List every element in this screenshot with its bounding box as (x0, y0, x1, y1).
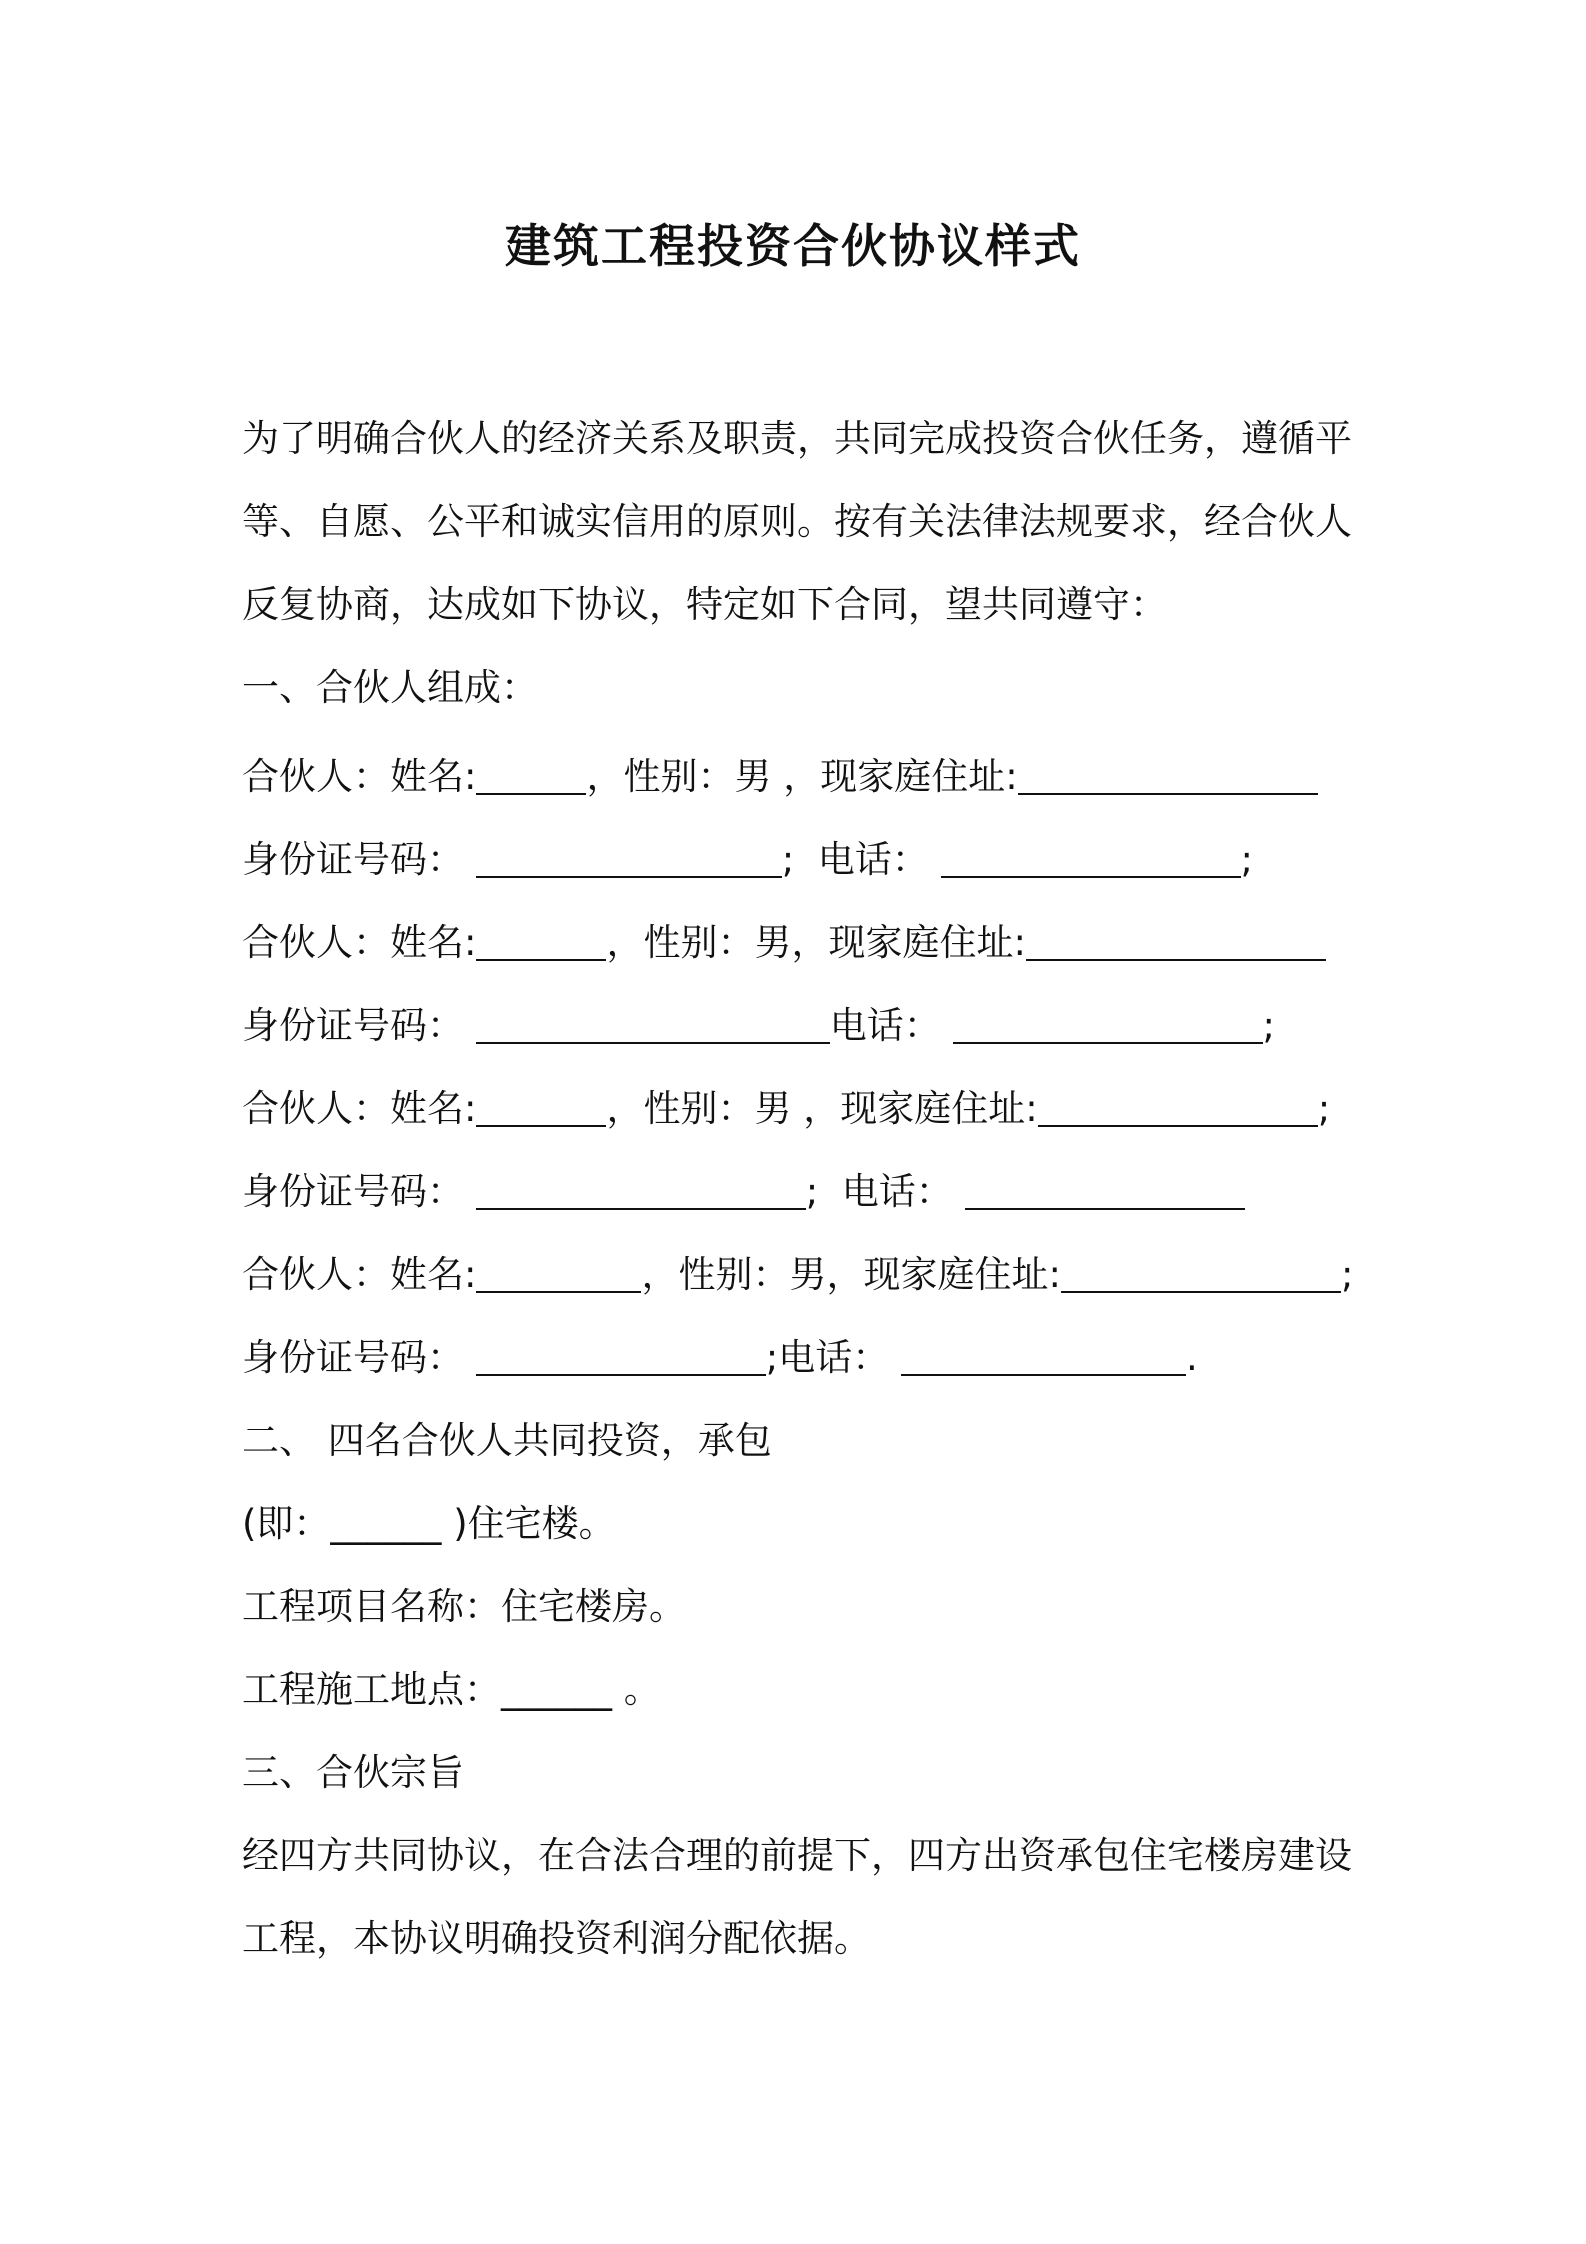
gender-text: ，性别：男，现家庭住址: (606, 921, 1026, 964)
phone-label: 电话： (841, 1170, 953, 1213)
address-blank (1038, 1085, 1318, 1127)
id-blank (476, 836, 782, 878)
phone-end: . (1186, 1336, 1198, 1379)
partner-4-name-row (242, 1250, 1353, 1300)
document-title: 建筑工程投资合伙协议样式 (505, 219, 1081, 273)
name-label: 合伙人：姓名: (242, 1087, 477, 1130)
phone-blank (965, 1168, 1245, 1210)
id-label: 身份证号码： (242, 1170, 464, 1213)
intro-line: 等、自愿、公平和诚实信用的原则。按有关法律法规要求，经合伙人 (242, 500, 1352, 543)
id-label: 身份证号码： (242, 1336, 464, 1379)
address-blank (1061, 1251, 1341, 1293)
section2-line: 工程项目名称：住宅楼房。 (242, 1585, 686, 1628)
section2-heading: 二、 四名合伙人共同投资，承包 (242, 1419, 772, 1462)
id-label: 身份证号码： (242, 1004, 464, 1047)
section2-line: 工程施工地点：______ 。 (242, 1668, 661, 1711)
name-label: 合伙人：姓名: (242, 755, 477, 798)
id-blank (476, 1002, 830, 1044)
section2-line: (即：______ )住宅楼。 (242, 1502, 616, 1545)
address-blank (1026, 919, 1326, 961)
partner-3-id-row (242, 1167, 1245, 1217)
partner-2-id-row (242, 1001, 1275, 1051)
section3-body-line: 经四方共同协议，在合法合理的前提下，四方出资承包住宅楼房建设 (242, 1834, 1352, 1877)
id-end: ; (765, 1336, 779, 1379)
gender-text: ，性别：男 ，现家庭住址: (586, 755, 1018, 798)
gender-text: ，性别：男，现家庭住址: (641, 1253, 1061, 1296)
phone-label: 电话： (817, 838, 929, 881)
name-blank (476, 753, 586, 795)
section3-heading: 三、合伙宗旨 (242, 1751, 464, 1794)
partner-4-id-row (242, 1333, 1198, 1383)
partner-1-name-row (242, 752, 1318, 802)
intro-line: 反复协商，达成如下协议，特定如下合同，望共同遵守： (242, 583, 1167, 626)
phone-blank (953, 1002, 1263, 1044)
id-blank (476, 1168, 806, 1210)
name-label: 合伙人：姓名: (242, 921, 477, 964)
name-blank (476, 1251, 641, 1293)
phone-label: 电话： (778, 1336, 890, 1379)
name-label: 合伙人：姓名: (242, 1253, 477, 1296)
partner-1-id-row (242, 835, 1253, 885)
id-label: 身份证号码： (242, 838, 464, 881)
partner-2-name-row (242, 918, 1326, 968)
partner-3-name-row (242, 1084, 1330, 1134)
phone-end: ; (1240, 838, 1253, 881)
address-end: ; (1317, 1087, 1331, 1130)
gender-text: ，性别：男 ，现家庭住址: (606, 1087, 1038, 1130)
name-blank (476, 1085, 606, 1127)
section1-heading: 一、合伙人组成： (242, 666, 538, 709)
section3-body-line: 工程，本协议明确投资利润分配依据。 (242, 1917, 871, 1960)
id-end: ; (781, 838, 795, 881)
name-blank (476, 919, 606, 961)
id-blank (476, 1334, 766, 1376)
phone-end: ; (1262, 1004, 1275, 1047)
address-end: ; (1340, 1253, 1354, 1296)
phone-label: 电话： (829, 1004, 941, 1047)
intro-line: 为了明确合伙人的经济关系及职责，共同完成投资合伙任务，遵循平 (242, 417, 1352, 460)
phone-blank (901, 1334, 1186, 1376)
phone-blank (941, 836, 1241, 878)
id-end: ; (805, 1170, 819, 1213)
address-blank (1018, 753, 1318, 795)
